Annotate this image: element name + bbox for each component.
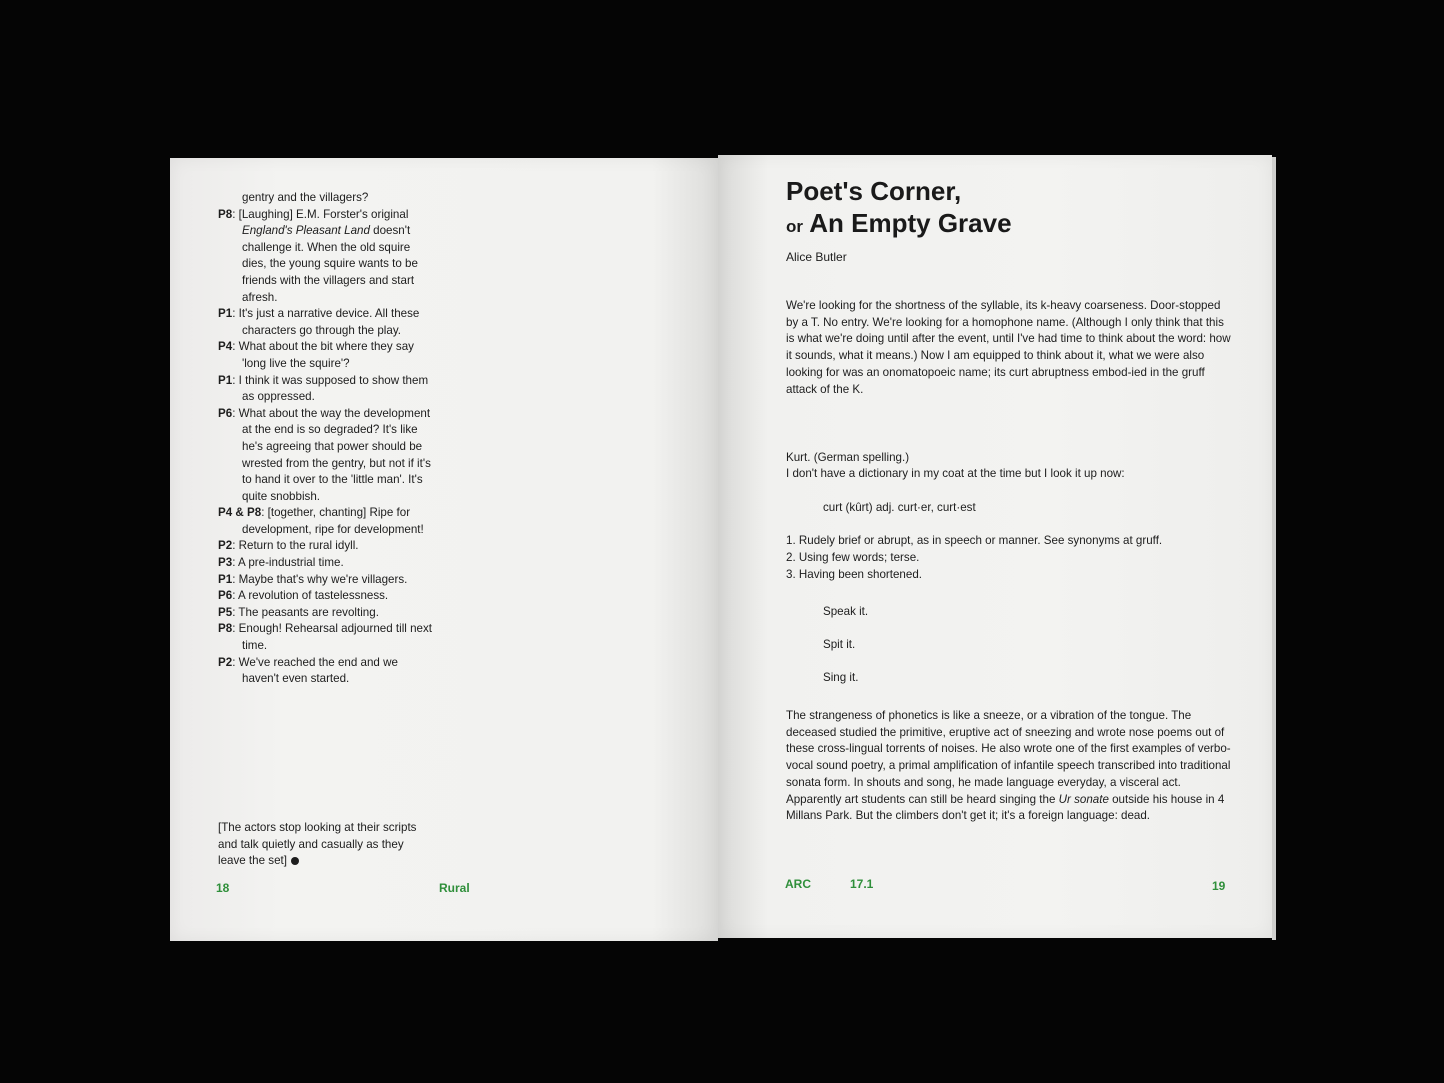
paragraph-1: We're looking for the shortness of the syllable, its k-heavy coarseness. Door-stopped by a T. No entry. We're looking for a homophone name. (Although I only think that this is what we're doing until after the event, until I've had time to think about the word: how it sounds, what it means.) Now I am equipped to think about it, what we were also looking for was an onomatopoeic name; its curt abruptness embod-ied in the gruff attack of the K. bbox=[786, 299, 1231, 396]
page-number-right: 19 bbox=[1212, 879, 1226, 893]
dialogue-line: P2: We've reached the end and we haven't even started. bbox=[218, 655, 398, 686]
dictionary-line: I don't have a dictionary in my coat at the time but I look it up now: bbox=[786, 467, 1125, 480]
left-page bbox=[170, 158, 718, 941]
speak-line: Speak it. bbox=[823, 605, 869, 618]
dialogue-line: P1: I think it was supposed to show them as oppressed. bbox=[218, 373, 429, 404]
sing-line: Sing it. bbox=[823, 671, 859, 684]
right-page bbox=[718, 155, 1272, 938]
dialogue-line: P3: A pre-industrial time. bbox=[218, 556, 344, 570]
dialogue-line: P6: What about the way the development at the end is so degraded? It's like he's agreeing that power should be wrested from the gentry, but not if it's to hand it over to the 'little man'. It's quite snobbish. bbox=[218, 406, 431, 503]
dialogue-block bbox=[218, 190, 433, 688]
journal-name: ARC bbox=[785, 877, 811, 891]
dialogue-line: P8: [Laughing] E.M. Forster's original England's Pleasant Land doesn't challenge it. When the old squire dies, the young squire wants to be friends with the villagers and start afresh. bbox=[218, 207, 418, 304]
dictionary-entry: curt (kûrt) adj. curt·er, curt·est bbox=[823, 501, 976, 514]
section-label: Rural bbox=[439, 881, 470, 895]
kurt-line: Kurt. (German spelling.) bbox=[786, 451, 910, 464]
end-mark-icon bbox=[291, 857, 299, 865]
paragraph-2: The strangeness of phonetics is like a sneeze, or a vibration of the tongue. The deceased studied the primitive, eruptive act of sneezing and wrote nose poems out of these cross-lingual torrents of noises. He also wrote one of the first examples of verbo-vocal sound poetry, a primal amplification of infantile speech transcribed into traditional sonata form. In shouts and song, he made language everyday, a visceral act. Apparently art students can still be heard singing the Ur sonate outside his house in 4 Millans Park. But the climbers don't get it; it's a foreign language: dead. bbox=[786, 709, 1231, 823]
dialogue-line: P1: It's just a narrative device. All these characters go through the play. bbox=[218, 307, 420, 337]
title-line-1: Poet's Corner, bbox=[786, 176, 962, 206]
author-name: Alice Butler bbox=[786, 250, 847, 264]
dialogue-line: P2: Return to the rural idyll. bbox=[218, 539, 359, 553]
definition-2: 2. Using few words; terse. bbox=[786, 551, 920, 564]
stage-direction: [The actors stop looking at their scripts and talk quietly and casually as they leave the set] bbox=[218, 821, 417, 868]
dialogue-line: P4: What about the bit where they say 'long live the squire'? bbox=[218, 340, 414, 370]
dialogue-line: P4 & P8: [together, chanting] Ripe for development, ripe for development! bbox=[218, 506, 424, 536]
issue-number: 17.1 bbox=[850, 877, 874, 891]
dialogue-line: P8: Enough! Rehearsal adjourned till next time. bbox=[218, 622, 432, 653]
article-title bbox=[786, 175, 1012, 243]
definition-1: 1. Rudely brief or abrupt, as in speech or manner. See synonyms at gruff. bbox=[786, 534, 1163, 547]
definition-3: 3. Having been shortened. bbox=[786, 568, 923, 581]
dialogue-line: P1: Maybe that's why we're villagers. bbox=[218, 572, 408, 586]
page-number-left: 18 bbox=[216, 881, 230, 895]
dialogue-continuation: gentry and the villagers? bbox=[242, 191, 369, 204]
spit-line: Spit it. bbox=[823, 638, 856, 651]
title-line-2: or An Empty Grave bbox=[786, 208, 1012, 238]
magazine-spread bbox=[170, 155, 1274, 942]
dialogue-line: P6: A revolution of tastelessness. bbox=[218, 589, 389, 603]
dialogue-line: P5: The peasants are revolting. bbox=[218, 605, 379, 619]
